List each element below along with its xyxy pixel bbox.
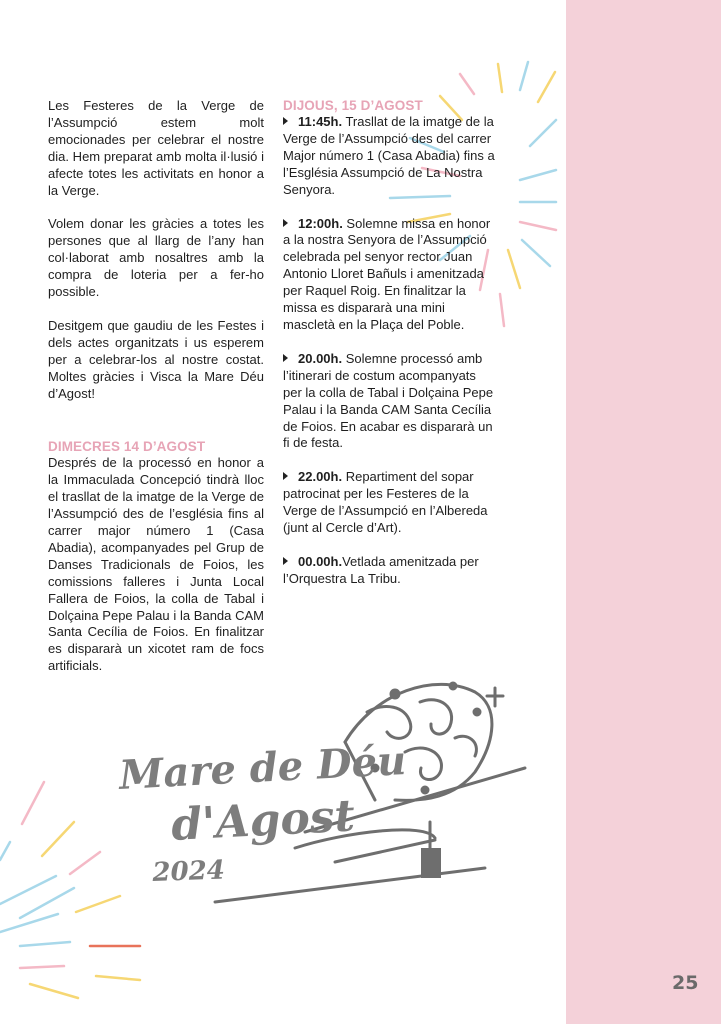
entry-time: 20.00h. [298, 350, 343, 366]
entry-text: Solemne missa en honor a la nostra Senyora de l’Assumpció celebrada pel senyor rector Juan Antonio Lloret Bañuls i amenitzada per Raquel Roig. En finalitzar la missa es dispararà una mini mascletà en la Plaça del Poble. [283, 215, 491, 332]
entry-text: Vetlada amenitzada per l’Orquestra La Tribu. [283, 553, 479, 586]
bullet-triangle-icon [283, 117, 288, 125]
schedule-entry [283, 114, 497, 199]
logo-year: 2024 [152, 855, 226, 888]
section-title-wednesday: DIMECRES 14 D’AGOST [48, 438, 206, 454]
right-text-column [283, 98, 497, 605]
thanks-paragraph: Volem donar les gràcies a totes les persones que al llarg de l’any han col·laborat amb nosaltres amb la compra de loteria per a fer-ho possible. [48, 216, 264, 300]
schedule-entry [283, 216, 497, 334]
wednesday-text: Després de la processó en honor a la Immaculada Concepció tindrà lloc el trasllat de la imatge de la Verge de l’Assumpció des de l’església fins al carrer major número 1 (Casa Abadia), acompanyades pel Grup de Danses Tradicionals de Foios, les comissions falleres i Junta Local Fallera de Foios, la colla de Tabal i Dolçaina Pepe Palau i la Banda CAM Santa Cecília de Foios. En finalitzar es dispararà un xicotet ram de focs artificials. [48, 455, 264, 674]
pink-sidebar [566, 0, 721, 1024]
entry-text: Solemne processó amb l’itinerari de costum acompanyats per la colla de Tabal i Dolçaina Pepe Palau i la Banda CAM Santa Cecília de Foios. En acabar es dispararà un fi de festa. [283, 350, 494, 451]
page-number: 25 [672, 972, 699, 994]
section-title-thursday: DIJOUS, 15 D’AGOST [283, 98, 423, 113]
entry-time: 22.00h. [298, 469, 343, 485]
left-text-column [48, 98, 264, 692]
entry-time: 12:00h. [298, 215, 343, 231]
bullet-triangle-icon [283, 472, 288, 480]
entry-time: 00.00h. [298, 553, 343, 569]
bullet-triangle-icon [283, 219, 288, 227]
schedule-entry [283, 469, 497, 537]
entry-time: 11:45h. [298, 114, 343, 129]
logo-title-line2: d'Agost [170, 790, 357, 851]
intro-paragraph: Les Festeres de la Verge de l’Assumpció estem molt emocionades per celebrar el nostre dia. Hem preparat amb molta il·lusió i afecte totes les activitats en honor a la Verge. [48, 98, 264, 198]
bullet-triangle-icon [283, 557, 288, 565]
bullet-triangle-icon [283, 354, 288, 362]
entry-text: Trasllat de la imatge de la Verge de l’Assumpció des del carrer Major número 1 (Casa Abadia) fins a l’Església Assumpció de La Nostra Senyora. [283, 114, 495, 197]
schedule-entry [283, 351, 497, 452]
logo-title-line1: Mare de Déu [118, 736, 408, 799]
closing-paragraph: Desitgem que gaudiu de les Festes i dels actes organitzats i us esperem per a celebrar-los al nostre costat. Moltes gràcies i Visca la Mare Déu d’Agost! [48, 317, 264, 401]
entry-text: Repartiment del sopar patrocinat per les Festeres de la Verge de l’Assumpció en l’Albereda (junt al Cercle d’Art). [283, 469, 488, 536]
schedule-entry [283, 554, 497, 588]
